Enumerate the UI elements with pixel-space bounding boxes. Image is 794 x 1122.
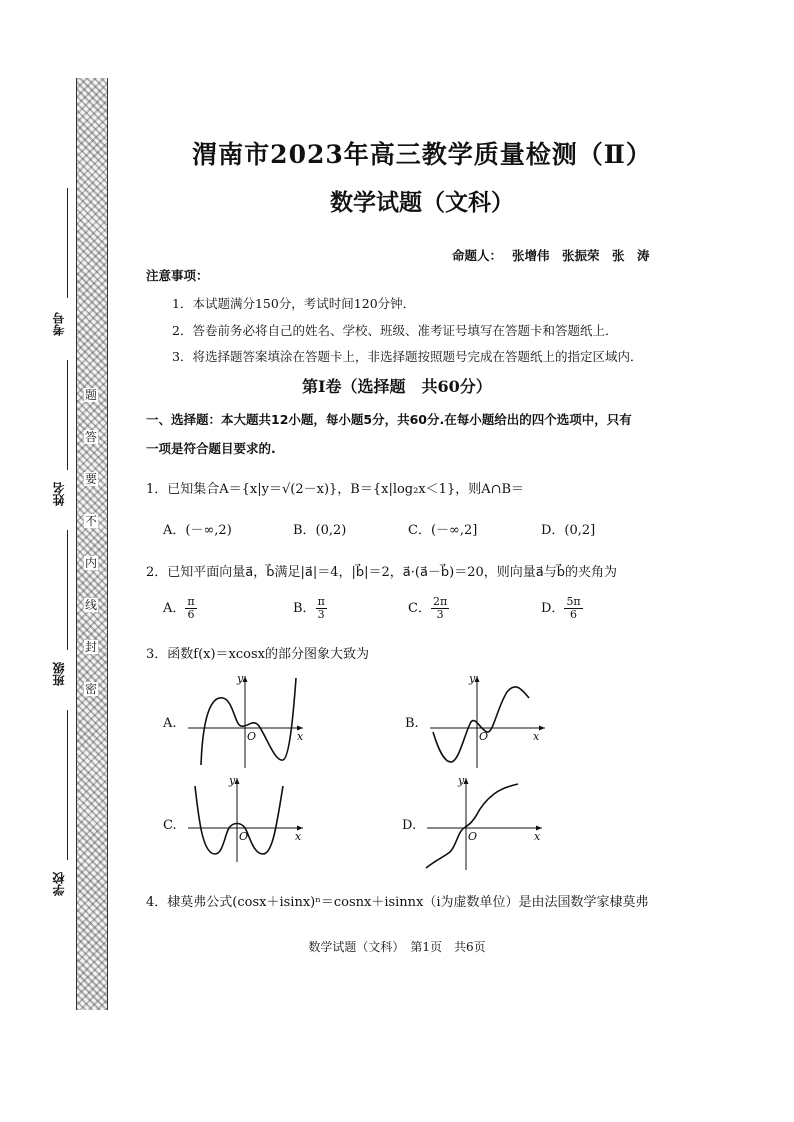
graph-b-label: B.	[405, 716, 419, 731]
graph-c-label: C.	[163, 818, 177, 833]
exam-number-label: 考号	[52, 312, 66, 336]
question-1-option-d: D．(0,2]	[541, 523, 596, 538]
seal-char: 封	[84, 640, 97, 654]
authors-label: 命题人：	[452, 248, 503, 263]
option-label: C．	[408, 601, 431, 616]
page-subtitle: 数学试题（文科）	[330, 190, 514, 216]
fraction-numerator: 2π	[432, 595, 448, 608]
y-axis-label: y	[458, 774, 465, 787]
origin-label: O	[468, 830, 478, 843]
y-axis-label: y	[229, 774, 236, 787]
question-2-option-c	[408, 596, 449, 621]
question-1-option-b: B．(0,2)	[293, 523, 347, 538]
fraction-denominator: 6	[570, 608, 578, 621]
seal-char: 内	[84, 556, 97, 570]
seal-char: 要	[84, 472, 97, 486]
y-axis-label: y	[469, 672, 476, 685]
y-axis-arrow	[475, 676, 480, 682]
y-axis-arrow	[243, 676, 248, 682]
fraction	[431, 596, 449, 621]
x-axis-label: x	[533, 730, 540, 743]
question-2-option-d	[541, 596, 583, 621]
curve	[433, 687, 529, 762]
question-1-option-c: C．(－∞,2]	[408, 523, 478, 538]
question-3-stem: 3．函数f(x)＝xcosx的部分图象大致为	[146, 647, 369, 662]
curve	[426, 784, 518, 868]
notice-item: 1．本试题满分150分，考试时间120分钟．	[172, 296, 416, 311]
seal-char: 题	[84, 388, 97, 402]
authors: 张增伟 张振荣 张 涛	[512, 248, 650, 263]
x-axis-label: x	[534, 830, 541, 843]
origin-label: O	[479, 730, 489, 743]
notice-heading: 注意事项：	[146, 268, 209, 283]
school-line[interactable]	[67, 710, 68, 860]
section-intro: 一、选择题：本大题共12小题，每小题5分，共60分.在每小题给出的四个选项中，只有	[146, 412, 632, 427]
fraction	[316, 596, 327, 621]
class-line[interactable]	[67, 530, 68, 650]
y-axis-arrow	[235, 778, 240, 784]
class-label: 班级	[52, 662, 66, 686]
fraction-numerator: π	[187, 595, 195, 608]
page-footer: 数学试题（文科） 第1页 共6页	[308, 940, 486, 954]
seal-char: 线	[84, 598, 97, 612]
graph-d	[422, 772, 547, 872]
school-label: 学校	[52, 872, 66, 896]
fraction-denominator: 6	[187, 608, 195, 621]
notice-item: 3．将选择题答案填涂在答题卡上，非选择题按照题号完成在答题纸上的指定区域内．	[172, 349, 643, 364]
graph-b	[425, 670, 550, 770]
graph-a	[183, 670, 308, 770]
seal-char: 不	[84, 514, 97, 528]
fraction	[185, 596, 196, 621]
graph-a-label: A.	[163, 716, 177, 731]
question-1-option-a: A．(－∞,2)	[163, 523, 232, 538]
name-label: 姓名	[52, 482, 66, 506]
origin-label: O	[239, 830, 249, 843]
curve	[195, 786, 283, 854]
seal-char: 密	[84, 682, 97, 696]
page-title: 渭南市2023年高三教学质量检测（Ⅱ）	[192, 140, 652, 169]
notice-item: 2．答卷前务必将自己的姓名、学校、班级、准考证号填写在答题卡和答题纸上．	[172, 323, 618, 338]
x-axis-label: x	[297, 730, 304, 743]
section-intro: 一项是符合题目要求的.	[146, 441, 276, 456]
seal-char: 答	[84, 430, 97, 444]
curve	[201, 678, 296, 765]
origin-label: O	[247, 730, 257, 743]
graph-d-label: D.	[402, 818, 417, 833]
option-label: A．	[163, 601, 186, 616]
question-1-stem: 1．已知集合A＝{x|y＝√(2－x)}，B＝{x|log₂x＜1}，则A∩B＝	[146, 482, 525, 497]
fraction-denominator: 3	[317, 608, 325, 621]
option-label: D．	[541, 601, 565, 616]
name-line[interactable]	[67, 360, 68, 470]
fraction-denominator: 3	[436, 608, 444, 621]
y-axis-label: y	[237, 672, 244, 685]
x-axis-arrow	[539, 726, 545, 731]
fraction	[564, 596, 582, 621]
option-label: B．	[293, 601, 316, 616]
fraction-numerator: π	[317, 595, 325, 608]
question-2-option-a	[163, 596, 197, 621]
graph-c	[183, 772, 308, 862]
question-2-option-b	[293, 596, 327, 621]
question-2-stem: 2．已知平面向量a⃗，b⃗满足|a⃗|＝4，|b⃗|＝2，a⃗·(a⃗－b⃗)＝20，则向量a⃗与b⃗的夹角为	[146, 565, 617, 580]
x-axis-label: x	[295, 830, 302, 843]
y-axis-arrow	[464, 778, 469, 784]
fraction-numerator: 5π	[566, 595, 581, 608]
question-4-stem: 4．棣莫弗公式(cosx＋isinx)ⁿ＝cosnx＋isinnx（i为虚数单位）是由法国数学家棣莫弗	[146, 895, 649, 910]
section-heading: 第Ⅰ卷（选择题 共60分）	[302, 377, 492, 396]
binding-border-strip	[76, 78, 108, 1010]
